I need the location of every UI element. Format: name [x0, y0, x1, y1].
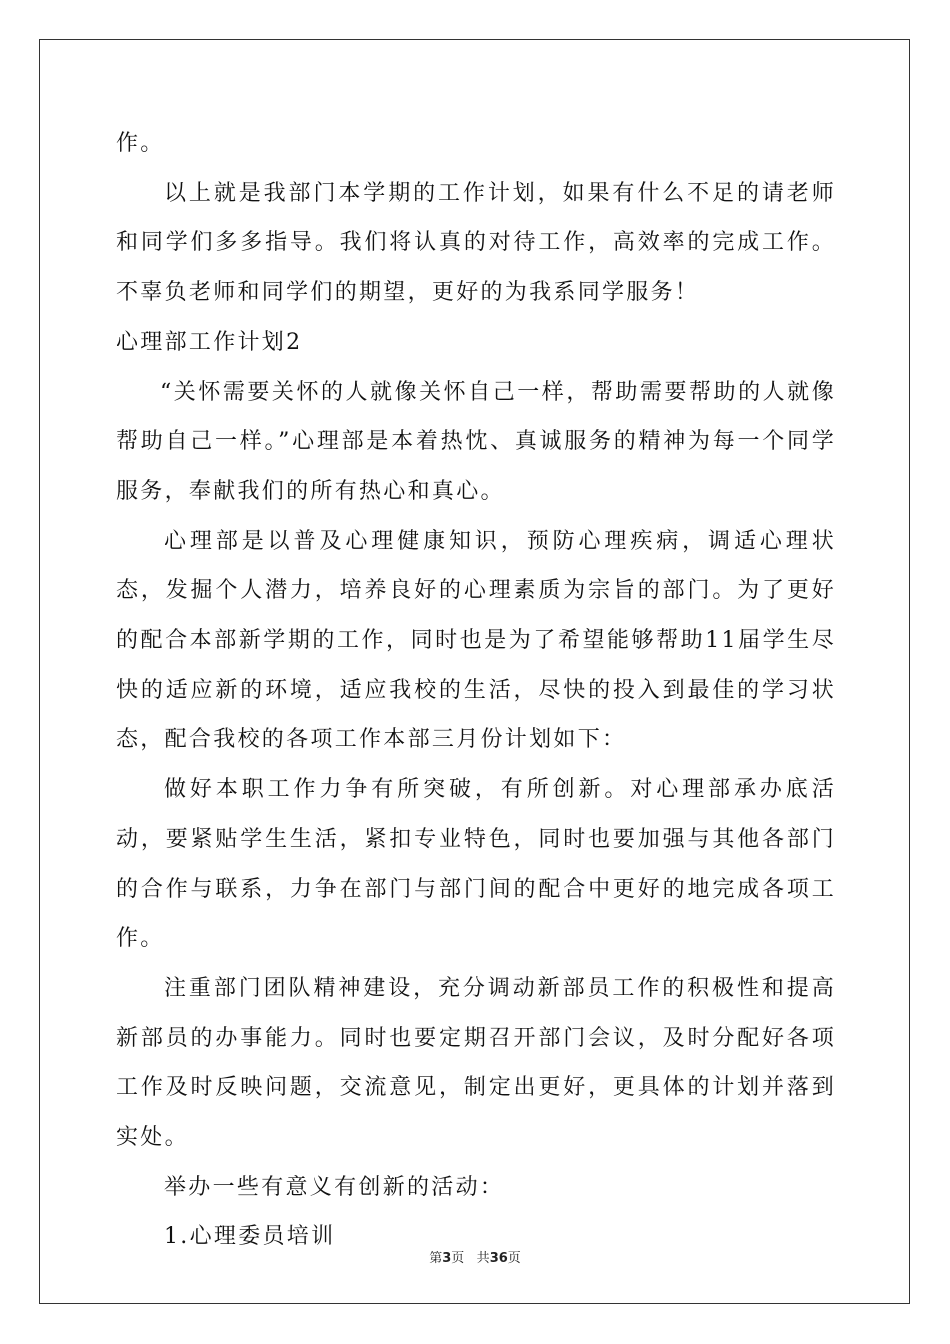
section-heading: 心理部工作计划2 — [116, 329, 303, 355]
footer-total-prefix: 共 — [476, 1251, 490, 1266]
paragraph-5: 做好本职工作力争有所突破，有所创新。对心理部承办底活动，要紧贴学生生活，紧扣专业特色，同时也要加强与其他各部门的合作与联系，力争在部门与部门间的配合中更好的地完成各项工作。 — [116, 777, 836, 952]
footer-page-suffix: 页 — [451, 1251, 465, 1266]
paragraph-2: 以上就是我部门本学期的工作计划，如果有什么不足的请老师和同学们多多指导。我们将认真的对待工作，高效率的完成工作。不辜负老师和同学们的期望，更好的为我系同学服务！ — [116, 180, 836, 306]
page-footer — [0, 1247, 950, 1266]
paragraph-3: “关怀需要关怀的人就像关怀自己一样，帮助需要帮助的人就像帮助自己一样。”心理部是本着热忱、真诚服务的精神为每一个同学服务，奉献我们的所有热心和真心。 — [116, 379, 836, 504]
footer-total-suffix: 页 — [507, 1251, 521, 1266]
total-pages-number: 36 — [489, 1251, 508, 1266]
paragraph-4: 心理部是以普及心理健康知识，预防心理疾病，调适心理状态，发掘个人潜力，培养良好的心理素质为宗旨的部门。为了更好的配合本部新学期的工作，同时也是为了希望能够帮助11届学生尽快的适应新的环境，适应我校的生活，尽快的投入到最佳的学习状态，配合我校的各项工作本部三月份计划如下： — [116, 528, 836, 753]
list-item-1: 1.心理委员培训 — [164, 1224, 336, 1250]
paragraph-6: 注重部门团队精神建设，充分调动新部员工作的积极性和提高新部员的办事能力。同时也要定期召开部门会议，及时分配好各项工作及时反映问题，交流意见，制定出更好，更具体的计划并落到实处。 — [116, 975, 836, 1151]
current-page-number: 3 — [442, 1251, 452, 1266]
footer-prefix: 第 — [429, 1251, 443, 1266]
paragraph-1: 作。 — [116, 131, 165, 156]
paragraph-7: 举办一些有意义有创新的活动： — [164, 1174, 505, 1200]
document-body — [116, 119, 836, 1262]
